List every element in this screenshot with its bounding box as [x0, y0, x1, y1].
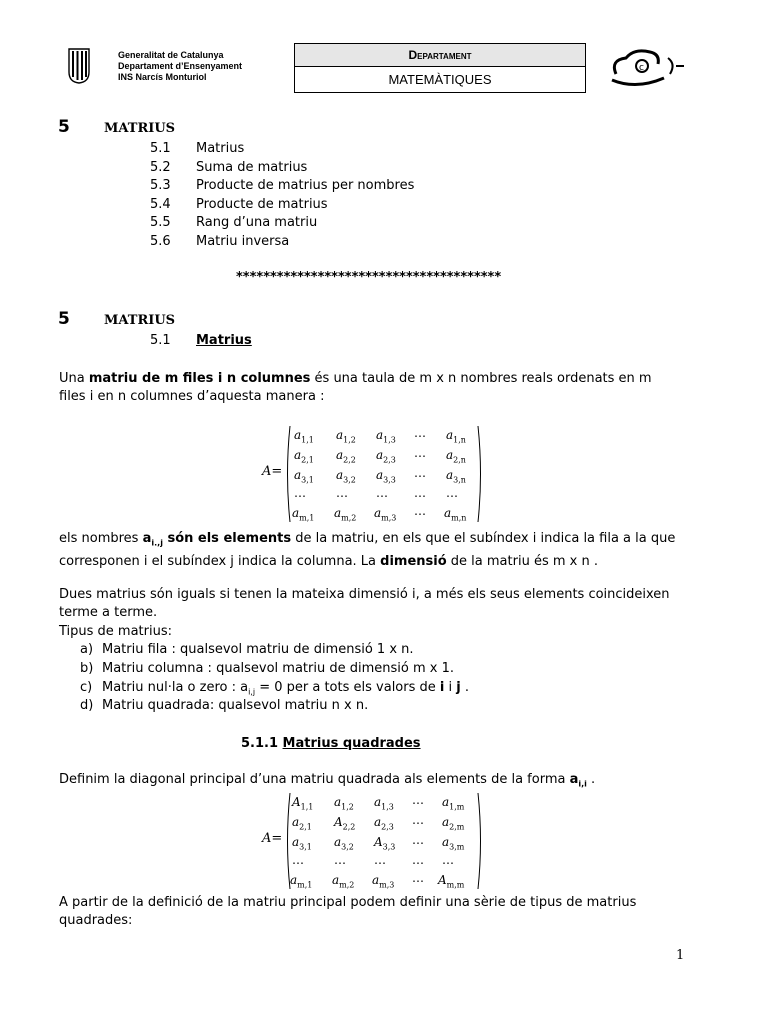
institution-line: Generalitat de Catalunya: [118, 50, 224, 60]
type-item: c) Matriu nul·la o zero : $a_{i,j} = 0$ per a tots els valors de i i j .: [80, 680, 469, 697]
subsection-heading: 5.1.1 Matrius quadrades: [241, 736, 421, 751]
school-logo-icon: [606, 44, 686, 89]
toc-item: 5.6 Matriu inversa: [150, 234, 290, 249]
section-number: 5: [58, 309, 70, 329]
toc-item: 5.1 Matrius: [150, 141, 245, 156]
matrix-label: A=: [262, 831, 283, 846]
svg-text:c: c: [639, 63, 644, 73]
section-number: 5: [58, 117, 70, 137]
department-box: [294, 43, 586, 93]
equality-paragraph: Dues matrius són iguals si tenen la mateixa dimensió i, a més els seus elements coincideixen terme a terme.: [59, 587, 670, 620]
types-title: Tipus de matrius:: [59, 624, 173, 639]
institution-line: INS Narcís Monturiol: [118, 72, 207, 82]
toc-item: 5.3 Producte de matrius per nombres: [150, 178, 415, 193]
catalonia-crest-icon: [68, 48, 90, 84]
toc-item: 5.4 Producte de matrius: [150, 197, 328, 212]
toc-item: 5.2 Suma de matrius: [150, 160, 308, 175]
type-item: a) Matriu fila : qualsevol matriu de dimensió 1 x n.: [80, 642, 414, 657]
type-item: b) Matriu columna : qualsevol matriu de dimensió m x 1.: [80, 661, 455, 676]
general-matrix: A= $a_{1,1}$ $a_{1,2}$ $a_{1,3}$ … $a_{1,n}$ $a_{2,1}$ $a_{2,2}$ $a_{2,3}$ … $a_{2,n}$ $a_{3,1}$ $a_{3,2}$ $a_{3,3}$ … $a_{3,n}$ … … … … … $a_{m,1}$ $a_{m,2}$ $a_{m,3}$ … $a_{m,n}$: [262, 424, 482, 524]
toc-item: 5.5 Rang d’una matriu: [150, 215, 318, 230]
type-item: d) Matriu quadrada: qualsevol matriu n x n.: [80, 698, 369, 713]
final-paragraph: A partir de la definició de la matriu principal podem definir una sèrie de tipus de matrius quadrades:: [59, 895, 637, 928]
institution-line: Departament d’Ensenyament: [118, 61, 243, 71]
department-title: Departament: [295, 44, 585, 67]
separator-stars: ***************************************: [236, 270, 502, 285]
elements-paragraph: els nombres $a_{i.,j}$ són els elements de la matriu, en els que el subíndex i indica la fila a la que corresponen i el subíndex j indica la columna. La dimensió de la matriu és m x n .: [59, 531, 676, 569]
square-matrix: A= $A_{1,1}$ $a_{1,2}$ $a_{1,3}$ … $a_{1,m}$ $a_{2,1}$ $A_{2,2}$ $a_{2,3}$ … $a_{2,m}$ $a_{3,1}$ $a_{3,2}$ $A_{3,3}$ … $a_{3,m}$ … … … … … $a_{m,1}$ $a_{m,2}$ $a_{m,3}$ … $A_{m,m}$: [262, 791, 482, 891]
subsection-heading: 5.1 Matrius: [150, 333, 252, 348]
section-title: MATRIUS: [104, 313, 176, 328]
intro-paragraph: Una matriu de m files i n columnes és una taula de m x n nombres reals ordenats en m files i en n columnes d’aquesta manera :: [59, 371, 652, 404]
matrix-label: A=: [262, 464, 283, 479]
department-subject: MATEMÀTIQUES: [388, 72, 492, 87]
page-number: 1: [676, 948, 685, 963]
diagonal-paragraph: Definim la diagonal principal d’una matriu quadrada als elements de la forma $a_{i,i}$ .: [59, 772, 596, 789]
institution-block: [118, 50, 242, 83]
section-title: MATRIUS: [104, 121, 176, 136]
